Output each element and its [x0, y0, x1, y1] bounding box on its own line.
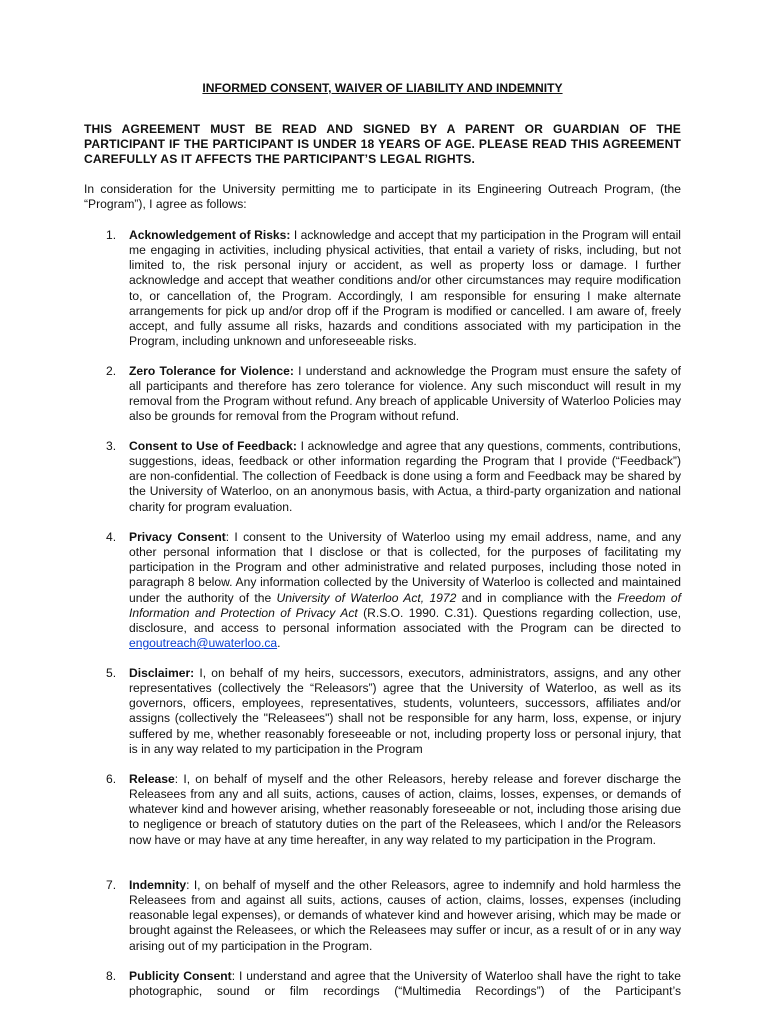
intro-paragraph: In consideration for the University permitting me to participate in its Engineering Outreach Program, (the “Program”), I agree as follows: [84, 182, 681, 212]
clause-body: (R.S.O. 1990. C.31). Questions regarding collection, use, disclosure, and access to personal information associated with the Program can be directed to [129, 605, 682, 635]
clause-body: : I consent to the University of Waterloo using my email address, name, and any other personal information that I disclose or that is collected, for the purposes of facilitating my participation in the Program and other administrative and related purposes, including those noted in paragraph 8 below. Any information collected by the University of Waterloo is collected and maintained under the authority of the [129, 530, 681, 605]
clause-number: 8. [106, 969, 117, 983]
clause-text [129, 364, 681, 425]
clause-number: 2. [106, 364, 117, 378]
clause-heading: Acknowledgement of Risks: [129, 228, 291, 242]
clause-number: 4. [106, 530, 117, 544]
clause-number: 7. [106, 878, 117, 892]
document-title: INFORMED CONSENT, WAIVER OF LIABILITY AND INDEMNITY [202, 81, 563, 95]
clause-body: I, on behalf of my heirs, successors, executors, administrators, assigns, and any other representatives (collectively the “Releasors”) agree that the University of Waterloo, as well as its governors, officers, employees, representatives, students, volunteers, successors, affiliates and/or assigns (collectively the "Releasees") shall not be responsible for any harm, loss, expense, or injury suffered by me, whether reasonably foreseeable or not, including property loss or personal injury, that is in any way related to my participation in the Program [129, 666, 681, 756]
clause-heading: Indemnity [129, 878, 187, 892]
clause-body: I understand and acknowledge the Program must ensure the safety of all participants and therefore has zero tolerance for violence. Any such misconduct will result in my removal from the Program without refund. Any breach of applicable University of Waterloo Policies may also be grounds for removal from the Program without refund. [129, 364, 681, 424]
clause-body: and in compliance with the [456, 590, 618, 605]
clause-text [129, 530, 681, 651]
clause-text [129, 772, 681, 848]
clause-text [129, 228, 681, 349]
clause-heading: Disclaimer: [129, 666, 195, 680]
clause-heading: Release [129, 772, 175, 786]
clause-text [129, 666, 681, 757]
clause-text [129, 439, 681, 515]
act-name: Freedom of Information and Protection of Privacy Act [129, 590, 681, 620]
clause-body: . [277, 636, 281, 651]
clause-body: : I understand and agree that the University of Waterloo shall have the right to take photographic, sound or film recordings (“Multimedia Recordings”) of the Participant’s [129, 969, 682, 999]
clause-number: 1. [106, 228, 117, 242]
clause-text [129, 969, 681, 999]
clause-number: 3. [106, 439, 117, 453]
guardian-warning: THIS AGREEMENT MUST BE READ AND SIGNED BY A PARENT OR GUARDIAN OF THE PARTICIPANT IF THE PARTICIPANT IS UNDER 18 YEARS OF AGE. PLEASE READ THIS AGREEMENT CAREFULLY AS IT AFFECTS THE PARTICIPANT’S LEGAL RIGHTS. [84, 122, 681, 167]
act-name: University of Waterloo Act, 1972 [276, 590, 457, 605]
clause-text [129, 878, 681, 954]
clause-body: : I, on behalf of myself and the other Releasors, hereby release and forever discharge the Releasees from any and all suits, actions, causes of action, claims, losses, expenses, or demands of whatever kind and however arising, whether reasonably foreseeable or not, including those arising due to negligence or breach of statutory duties on the part of the Releasees, which I and/or the Releasors now have or may have at any time hereafter, in any way related to my participation in the Program. [129, 772, 681, 847]
clause-number: 6. [106, 772, 117, 786]
clause-body: : I, on behalf of myself and the other Releasors, agree to indemnify and hold harmless the Releasees from and against all suits, actions, causes of action, claims, losses, expenses (including reasonable legal expenses), or demands of whatever kind and however arising, which may be made or brought against the Releasees, or which the Releasees may suffer or incur, as a result of or in any way arising out of my participation in the Program. [129, 878, 681, 953]
clause-heading: Consent to Use of Feedback: [129, 439, 297, 453]
clause-heading: Privacy Consent [129, 530, 226, 544]
clause-body: I acknowledge and agree that any questions, comments, contributions, suggestions, ideas, feedback or other information regarding the Program that I provide (“Feedback”) are non-confidential. The collection of Feedback is done using a form and Feedback may be shared by the University of Waterloo, on an anonymous basis, with Actua, a third-party organization and national charity for program evaluation. [129, 439, 681, 514]
clause-number: 5. [106, 666, 117, 680]
clause-body: I acknowledge and accept that my participation in the Program will entail me engaging in activities, including physical activities, that entail a variety of risks, including, but not limited to, the risk personal injury or accident, as well as property loss or damage. I further acknowledge and accept that weather conditions and/or other circumstances may require modification to, or cancellation of, the Program. Accordingly, I am responsible for ensuring I make alternate arrangements for pick up and/or drop off if the Program is modified or cancelled. I am aware of, freely accept, and fully assume all risks, hazards and conditions associated with my participation in the Program, including unknown and unforeseeable risks. [129, 228, 681, 349]
clause-heading: Publicity Consent [129, 969, 232, 983]
clause-heading: Zero Tolerance for Violence: [129, 364, 294, 378]
outreach-email-link[interactable]: engoutreach@uwaterloo.ca [129, 636, 278, 651]
